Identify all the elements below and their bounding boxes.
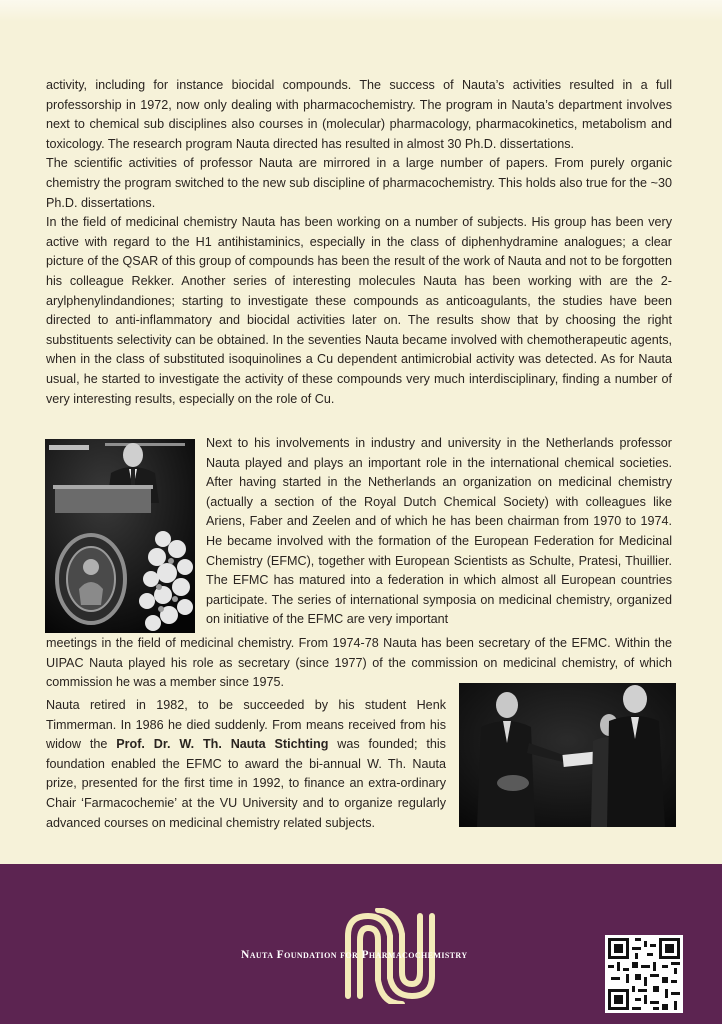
body-text-top [46, 76, 672, 409]
qr-code-icon[interactable] [605, 935, 683, 1013]
stichting-name: Prof. Dr. W. Th. Nauta Stichting [116, 737, 329, 752]
paragraph-efmc-secretary: meetings in the field of medicinal chemistry. From 1974-78 Nauta has been secretary of the EFMC. Within the UIPAC Nauta played his role as secretary (since 1977) of the commission on medicinal chemistry, of which commission he was a member since 1975. [46, 636, 672, 690]
photo-award-ceremony [459, 683, 676, 827]
body-text-beside-photo [206, 434, 672, 630]
foundation-name: Nauta Foundation for Pharmacochemistry [241, 949, 468, 961]
photo-lecture-image [45, 439, 195, 633]
paragraph-international-societies: Next to his involvements in industry and university in the Netherlands professor Nauta played and plays an important role in the international chemical societies. After having started in the Netherlands an organization on medicinal chemistry (actually a section of the Royal Dutch Chemical Society) with colleagues like Ariens, Faber and Zeelen and of which he has been chairman from 1970 to 1974. He became involved with the formation of the European Federation for Medicinal Chemistry (EFMC), together with European Scientists as Schulte, Pratesi, Thuillier. The EFMC has matured into a federation in which almost all European countries participate. The series of international symposia on medicinal chemistry, organized on initiative of the EFMC are very important [206, 436, 672, 627]
photo-lecture [45, 439, 195, 633]
paragraph-scientific-activities: The scientific activities of professor Nauta are mirrored in a large number of papers. From purely organic chemistry the program switched to the new sub discipline of pharmacochemistry. This holds also true for the ~30 Ph.D. dissertations. [46, 156, 672, 210]
retirement-text-start: Nauta retired in 1982, to be succeeded by his student Henk Timmerman. In 1986 he died suddenly. From means received from his widow the [46, 698, 446, 752]
photo-award-ceremony-image [459, 683, 676, 827]
page-top-edge [0, 0, 722, 22]
paragraph-retirement [46, 696, 446, 833]
paragraph-medicinal-chemistry: In the field of medicinal chemistry Nauta has been working on a number of subjects. His group has been very active with regard to the H1 antihistaminics, especially in the class of diphenhydramine analogues; a clear picture of the QSAR of this group of compounds has been the result of the work of Nauta and not to be forgotten his colleague Rekker. Another series of interesting molecules Nauta has been working with are the 2-arylphenylindandiones; starting to investigate these compounds as anticoagulants, the studies have been directed to anti-inflammatory and biocidal activities later on. The results show that by choosing the right substituents selectivity can be obtained. In the seventies Nauta became involved with chemotherapeutic agents, when in the class of substituted isoquinolines a Cu dependent antimicrobial activity was detected. As for Nauta usual, he started to investigate the activity of these compounds very much interdisciplinary, finding a number of very interesting results, especially on the role of Cu. [46, 215, 672, 406]
body-text-retirement [46, 696, 446, 833]
retirement-text-end: was founded; this foundation enabled the EFMC to award the bi-annual W. Th. Nauta prize, presented for the first time in 1992, to finance an extra-ordinary Chair ‘Farmacochemie’ at the VU University and to organize regularly advanced courses on medicinal chemistry related subjects. [46, 737, 446, 830]
paragraph-professorship: activity, including for instance biocidal compounds. The success of Nauta’s activities resulted in a full professorship in 1972, now only dealing with pharmacochemistry. The program in Nauta’s department involves next to chemical sub disciplines also courses in (molecular) pharmacology, pharmacokinetics, metabolism and toxicology. The research program Nauta directed has resulted in almost 30 Ph.D. dissertations. [46, 78, 672, 151]
